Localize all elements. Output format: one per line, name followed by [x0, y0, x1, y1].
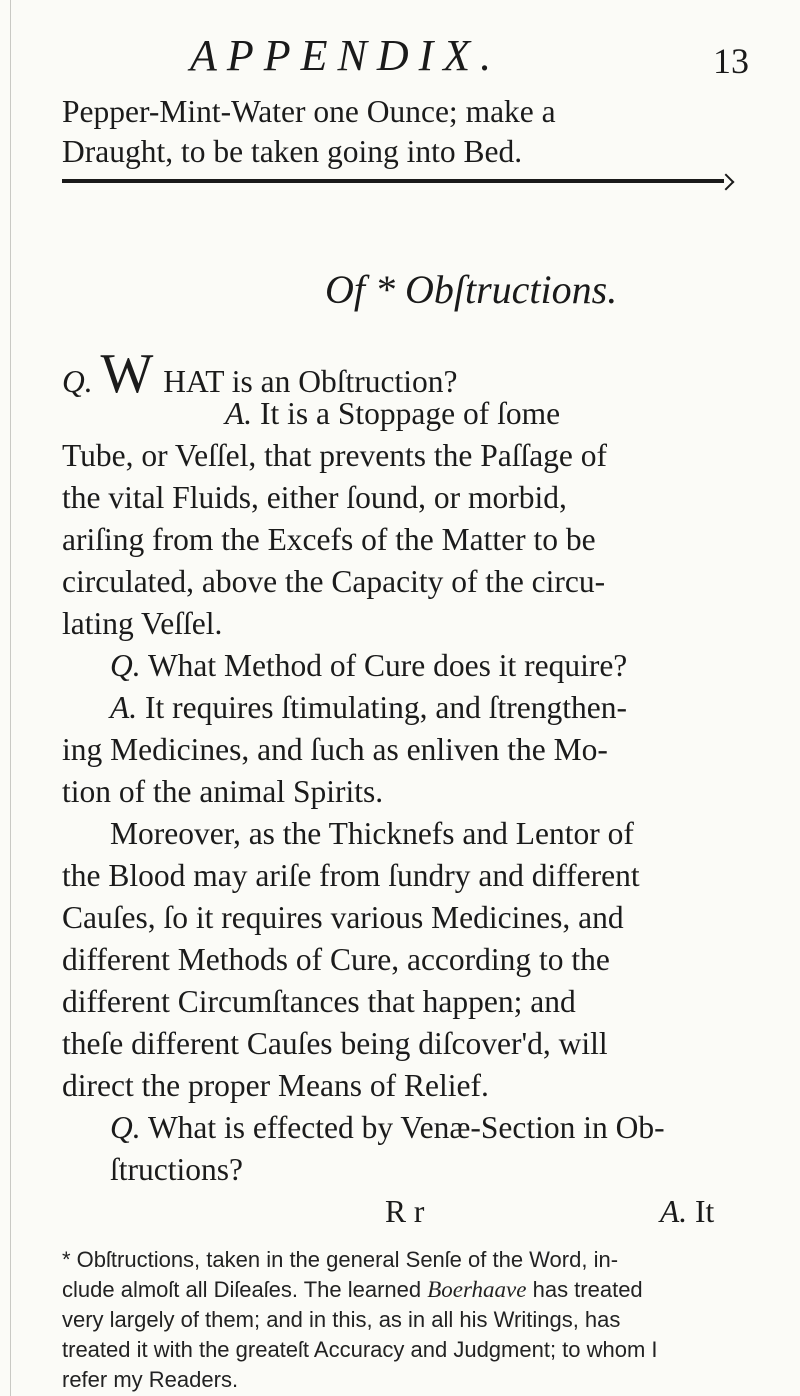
text-line: direct the proper Means of Relief. — [62, 1068, 489, 1103]
text-line: Pepper-Mint-Water one Ounce; make a — [62, 94, 556, 129]
drop-cap: W — [100, 343, 156, 405]
question-line — [110, 646, 627, 686]
text-line: different Methods of Cure, according to the — [62, 942, 610, 977]
running-head: APPENDIX. — [190, 31, 502, 80]
text-line: circulated, above the Capacity of the circu- — [62, 564, 606, 599]
text-line: different Circumſtances that happen; and — [62, 984, 576, 1019]
text-line: Moreover, as the Thicknefs and Lentor of — [110, 816, 634, 851]
page-number: 13 — [713, 41, 749, 81]
footnote-line: very largely of them; and in this, as in all his Writings, has — [62, 1307, 621, 1332]
text-line: tion of the animal Spirits. — [62, 774, 384, 809]
section-rule — [62, 179, 724, 183]
section-title: Of * Obſtructions. — [325, 267, 618, 312]
text-line: ariſing from the Excefs of the Matter to be — [62, 522, 596, 557]
footnote-author: Boerhaave — [427, 1277, 527, 1302]
footnote-text: clude almoſt all Diſeaſes. The learned — [62, 1277, 422, 1302]
text-line: lating Veſſel. — [62, 606, 223, 641]
text-line: theſe different Cauſes being diſcover'd, will — [62, 1026, 608, 1061]
text-line: ing Medicines, and ſuch as enliven the Mo- — [62, 732, 608, 767]
text-line: Cauſes, ſo it requires various Medicines, and — [62, 900, 624, 935]
question-mark-label: Q. — [110, 1110, 141, 1145]
question-text: What is effected by Venæ-Section in Ob- — [147, 1110, 665, 1145]
question-text: What Method of Cure does it require? — [147, 648, 628, 683]
question-text: HAT is an Obſtruction? — [163, 364, 458, 399]
answer-text: It is a Stoppage of ſome — [260, 396, 561, 431]
footnote-line — [62, 1276, 643, 1304]
signature-mark: R r — [385, 1194, 425, 1229]
footnote-text: has treated — [532, 1277, 643, 1302]
footnote-line: * Obſtructions, taken in the general Senſe of the Word, in- — [62, 1247, 619, 1272]
text-line: Tube, or Veſſel, that prevents the Paſſage of — [62, 438, 608, 473]
text-line: the vital Fluids, either ſound, or morbid, — [62, 480, 567, 515]
question-line — [110, 1108, 665, 1148]
footnote-line: treated it with the greateſt Accuracy and Judgment; to whom I — [62, 1337, 658, 1362]
catchword-mark: A. — [660, 1194, 688, 1229]
question-mark-label: Q. — [62, 364, 93, 399]
answer-line — [225, 394, 560, 434]
answer-mark-label: A. — [110, 690, 138, 725]
text-line: the Blood may ariſe from ſundry and different — [62, 858, 640, 893]
text-line: ſtructions? — [110, 1152, 243, 1187]
page-edge-line — [10, 0, 11, 1396]
answer-line — [110, 688, 627, 728]
catchword — [660, 1192, 714, 1232]
text-line: Draught, to be taken going into Bed. — [62, 134, 523, 169]
footnote-line: refer my Readers. — [62, 1367, 239, 1392]
answer-text: It requires ſtimulating, and ſtrengthen- — [145, 690, 627, 725]
question-mark-label: Q. — [110, 648, 141, 683]
rule-arrow-icon — [718, 174, 735, 191]
answer-mark-label: A. — [225, 396, 253, 431]
catchword-text: It — [695, 1194, 715, 1229]
